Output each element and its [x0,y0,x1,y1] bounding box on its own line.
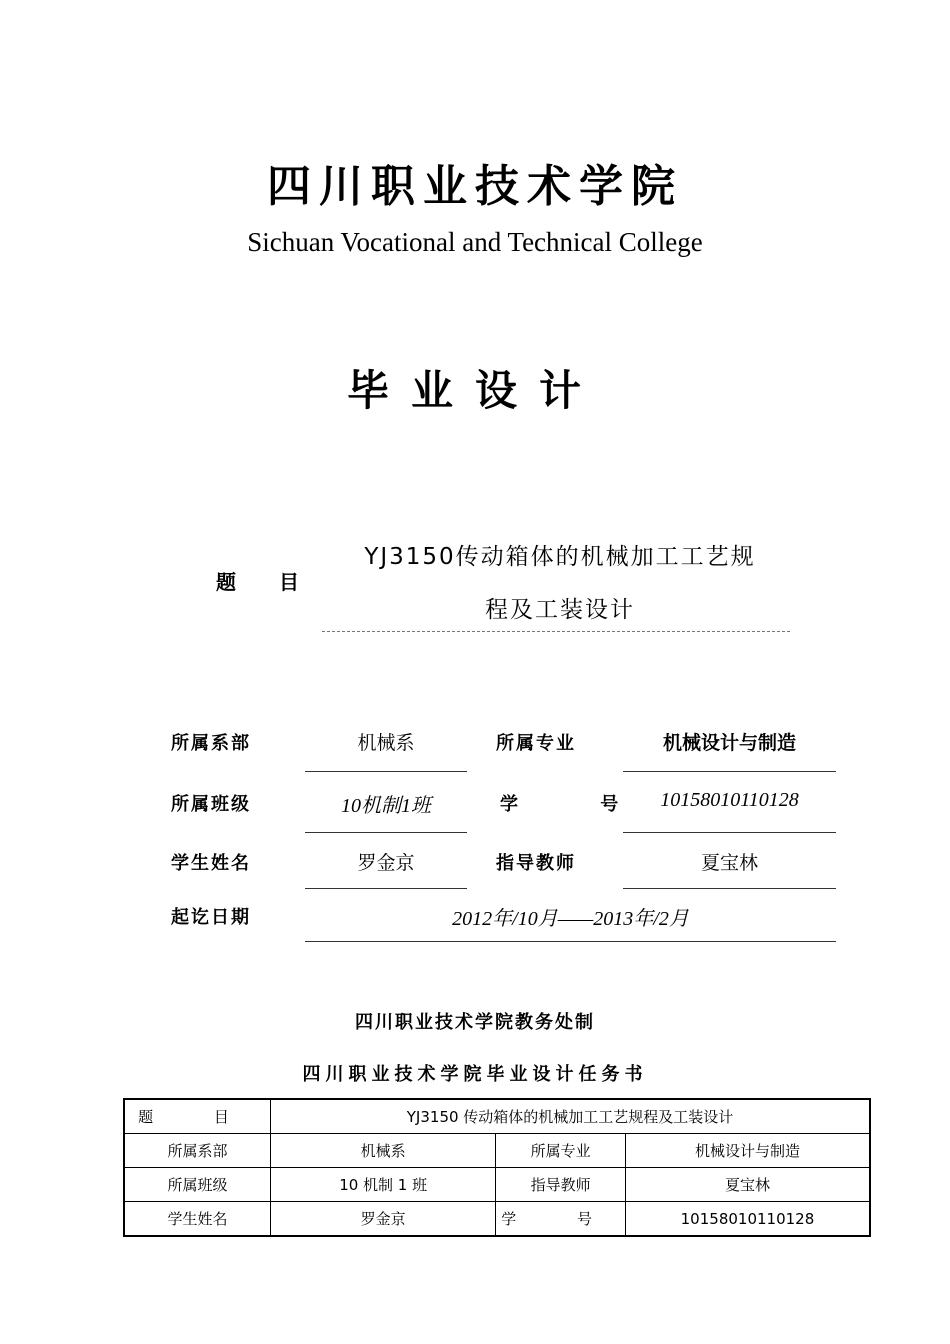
table-row [124,1168,870,1202]
student-name-label: 学生姓名 [171,853,251,874]
issuer-line: 四川职业技术学院教务处制 [355,1012,595,1033]
task-department-label: 所属系部 [124,1134,271,1168]
major-value: 机械设计与制造 [662,732,796,754]
class-label: 所属班级 [171,794,251,815]
college-name-english: Sichuan Vocational and Technical College [247,227,703,257]
task-class-value: 10 机制 1 班 [271,1168,496,1202]
advisor-value: 夏宝林 [700,852,758,874]
topic-line-1: YJ3150传动箱体的机械加工工艺规 [364,544,756,570]
period-label: 起讫日期 [171,907,251,928]
task-topic-label: 题 目 [124,1099,271,1134]
table-row [124,1099,870,1134]
student-id-label: 学 号 [500,794,657,815]
task-book-title: 四川职业技术学院毕业设计任务书 [302,1064,648,1085]
student-name-value: 罗金京 [357,852,415,874]
department-underline [305,771,467,772]
document-type-title: 毕业设计 [346,366,603,415]
student-id-value: 10158010110128 [660,789,799,811]
topic-line-2: 程及工装设计 [485,597,635,623]
task-advisor-value: 夏宝林 [625,1168,870,1202]
topic-dashed-underline [322,631,790,632]
table-row [124,1134,870,1168]
advisor-underline [623,888,836,889]
task-book-table [123,1098,871,1237]
task-student-name-value: 罗金京 [271,1202,496,1237]
student-id-underline [623,832,836,833]
task-student-id-label: 学 号 [496,1202,626,1237]
major-underline [623,771,836,772]
period-value: 2012年/10月——2013年/2月 [452,908,689,930]
class-underline [305,832,467,833]
major-label: 所属专业 [496,733,576,754]
topic-label: 题 目 [216,570,317,594]
college-name-chinese: 四川职业技术学院 [267,161,683,212]
task-major-value: 机械设计与制造 [625,1134,870,1168]
task-student-id-value: 10158010110128 [625,1202,870,1237]
task-major-label: 所属专业 [496,1134,626,1168]
class-value: 10机制1班 [341,795,431,817]
department-value: 机械系 [357,732,415,754]
student-name-underline [305,888,467,889]
task-student-name-label: 学生姓名 [124,1202,271,1237]
task-class-label: 所属班级 [124,1168,271,1202]
task-department-value: 机械系 [271,1134,496,1168]
advisor-label: 指导教师 [496,853,576,874]
task-advisor-label: 指导教师 [496,1168,626,1202]
task-topic-value: YJ3150 传动箱体的机械加工工艺规程及工装设计 [271,1099,870,1134]
table-row [124,1202,870,1237]
period-underline [305,941,836,942]
department-label: 所属系部 [171,733,251,754]
